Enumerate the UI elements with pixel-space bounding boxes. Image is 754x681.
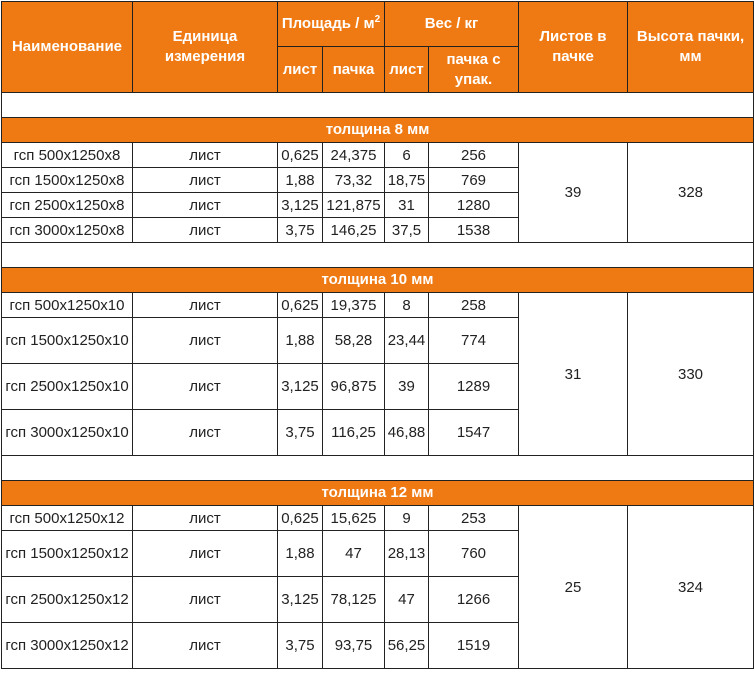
- cell-area-pack: 78,125: [323, 577, 385, 623]
- cell-weight-sheet: 18,75: [385, 168, 429, 193]
- cell-area-sheet: 3,75: [278, 623, 323, 669]
- cell-pack-height: 328: [628, 143, 754, 243]
- cell-pack-height: 330: [628, 293, 754, 456]
- cell-area-pack: 121,875: [323, 193, 385, 218]
- header-unit: Единица измерения: [133, 2, 278, 93]
- cell-weight-pack: 1547: [429, 410, 519, 456]
- cell-sheets-per-pack: 31: [519, 293, 628, 456]
- cell-name: гсп 1500х1250х12: [2, 531, 133, 577]
- specification-table: [1, 1, 754, 669]
- cell-unit: лист: [133, 506, 278, 531]
- cell-name: гсп 2500х1250х12: [2, 577, 133, 623]
- cell-weight-sheet: 39: [385, 364, 429, 410]
- cell-pack-height: 324: [628, 506, 754, 669]
- cell-area-sheet: 3,75: [278, 410, 323, 456]
- cell-area-pack: 73,32: [323, 168, 385, 193]
- cell-weight-pack: 1538: [429, 218, 519, 243]
- cell-unit: лист: [133, 623, 278, 669]
- cell-weight-pack: 253: [429, 506, 519, 531]
- cell-unit: лист: [133, 318, 278, 364]
- cell-weight-sheet: 46,88: [385, 410, 429, 456]
- cell-area-pack: 58,28: [323, 318, 385, 364]
- cell-name: гсп 500х1250х8: [2, 143, 133, 168]
- cell-unit: лист: [133, 168, 278, 193]
- cell-area-sheet: 1,88: [278, 168, 323, 193]
- cell-weight-pack: 1266: [429, 577, 519, 623]
- cell-unit: лист: [133, 143, 278, 168]
- cell-name: гсп 3000х1250х12: [2, 623, 133, 669]
- header-area-label: Площадь / м: [281, 15, 375, 32]
- cell-weight-sheet: 9: [385, 506, 429, 531]
- cell-sheets-per-pack: 25: [519, 506, 628, 669]
- cell-weight-sheet: 28,13: [385, 531, 429, 577]
- cell-name: гсп 500х1250х12: [2, 506, 133, 531]
- cell-weight-sheet: 47: [385, 577, 429, 623]
- cell-weight-pack: 769: [429, 168, 519, 193]
- cell-area-pack: 96,875: [323, 364, 385, 410]
- cell-weight-sheet: 8: [385, 293, 429, 318]
- header-pack-height: Высота пачки, мм: [628, 2, 754, 93]
- cell-area-pack: 146,25: [323, 218, 385, 243]
- cell-unit: лист: [133, 531, 278, 577]
- cell-weight-sheet: 23,44: [385, 318, 429, 364]
- cell-name: гсп 1500х1250х8: [2, 168, 133, 193]
- header-area-sheet: лист: [278, 47, 323, 93]
- cell-unit: лист: [133, 577, 278, 623]
- cell-area-sheet: 3,125: [278, 193, 323, 218]
- cell-area-sheet: 1,88: [278, 318, 323, 364]
- cell-area-pack: 47: [323, 531, 385, 577]
- cell-unit: лист: [133, 410, 278, 456]
- cell-weight-sheet: 56,25: [385, 623, 429, 669]
- cell-name: гсп 2500х1250х10: [2, 364, 133, 410]
- cell-name: гсп 3000х1250х8: [2, 218, 133, 243]
- spacer-cell: [2, 456, 754, 481]
- spacer-row: [2, 456, 754, 481]
- header-weight-sheet: лист: [385, 47, 429, 93]
- cell-name: гсп 3000х1250х10: [2, 410, 133, 456]
- cell-name: гсп 1500х1250х10: [2, 318, 133, 364]
- cell-area-pack: 19,375: [323, 293, 385, 318]
- cell-weight-pack: 1280: [429, 193, 519, 218]
- cell-weight-pack: 774: [429, 318, 519, 364]
- header-area-sup: 2: [374, 14, 381, 25]
- header-weight-pack: пачка с упак.: [429, 47, 519, 93]
- group-header-row: [2, 268, 754, 293]
- group-header-row: [2, 118, 754, 143]
- table-row: [2, 506, 754, 531]
- group-title: толщина 8 мм: [2, 118, 754, 143]
- cell-weight-sheet: 6: [385, 143, 429, 168]
- spacer-cell: [2, 93, 754, 118]
- cell-weight-pack: 760: [429, 531, 519, 577]
- group-header-row: [2, 481, 754, 506]
- table-row: [2, 293, 754, 318]
- cell-unit: лист: [133, 218, 278, 243]
- header-weight: Вес / кг: [385, 2, 519, 47]
- cell-weight-pack: 258: [429, 293, 519, 318]
- cell-area-pack: 24,375: [323, 143, 385, 168]
- header-sheets-per-pack: Листов в пачке: [519, 2, 628, 93]
- spacer-cell: [2, 243, 754, 268]
- cell-area-sheet: 0,625: [278, 506, 323, 531]
- cell-area-pack: 93,75: [323, 623, 385, 669]
- cell-weight-sheet: 31: [385, 193, 429, 218]
- cell-area-sheet: 3,125: [278, 364, 323, 410]
- cell-name: гсп 2500х1250х8: [2, 193, 133, 218]
- cell-unit: лист: [133, 193, 278, 218]
- group-title: толщина 10 мм: [2, 268, 754, 293]
- spacer-row: [2, 243, 754, 268]
- group-title: толщина 12 мм: [2, 481, 754, 506]
- cell-unit: лист: [133, 364, 278, 410]
- cell-name: гсп 500х1250х10: [2, 293, 133, 318]
- cell-area-sheet: 0,625: [278, 143, 323, 168]
- cell-area-sheet: 0,625: [278, 293, 323, 318]
- spacer-row: [2, 93, 754, 118]
- cell-weight-sheet: 37,5: [385, 218, 429, 243]
- cell-weight-pack: 1519: [429, 623, 519, 669]
- header-area: [278, 2, 385, 47]
- cell-weight-pack: 256: [429, 143, 519, 168]
- table-row: [2, 143, 754, 168]
- cell-sheets-per-pack: 39: [519, 143, 628, 243]
- header-area-pack: пачка: [323, 47, 385, 93]
- cell-unit: лист: [133, 293, 278, 318]
- cell-area-sheet: 3,125: [278, 577, 323, 623]
- cell-area-sheet: 3,75: [278, 218, 323, 243]
- cell-weight-pack: 1289: [429, 364, 519, 410]
- cell-area-pack: 15,625: [323, 506, 385, 531]
- cell-area-pack: 116,25: [323, 410, 385, 456]
- header-name: Наименование: [2, 2, 133, 93]
- cell-area-sheet: 1,88: [278, 531, 323, 577]
